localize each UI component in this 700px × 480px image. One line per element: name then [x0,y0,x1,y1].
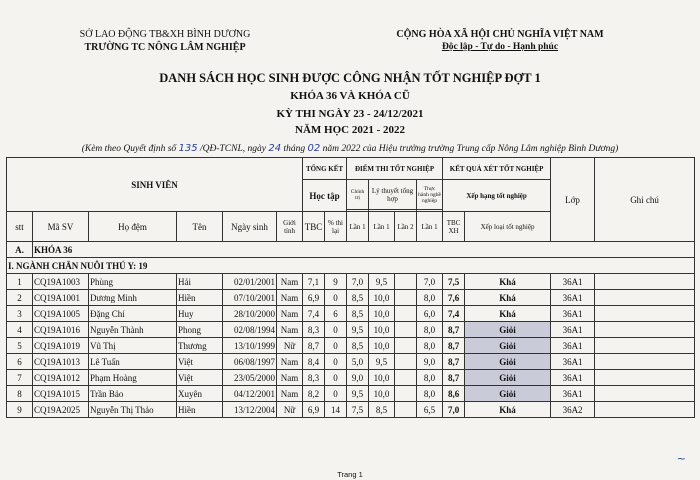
header-ly-thuyet: Lý thuyết tổng hợp [369,180,417,210]
header-sinh-vien: SINH VIÊN [7,158,303,212]
cell-lt-lan2 [395,306,417,322]
cell-tbc: 6,9 [303,290,325,306]
cell-ten: Việt [177,370,223,386]
cell-ma-sv: CQ19A1005 [33,306,89,322]
cell-ma-sv: CQ19A1019 [33,338,89,354]
cell-gioi-tinh: Nam [277,370,303,386]
cell-lt-lan2 [395,354,417,370]
table-row [7,290,695,306]
cell-tbc-xh: 8,6 [443,386,465,402]
cell-thi-lai: 6 [325,306,347,322]
cell-lt-lan2 [395,322,417,338]
cell-xep-loai: Khá [465,290,551,306]
cell-ho-dem: Nguyễn Thành [89,322,177,338]
cell-xep-loai: Khá [465,306,551,322]
cell-ho-dem: Trần Bảo [89,386,177,402]
issuer-block [60,28,270,54]
cell-ho-dem: Phạm Hoàng [89,370,177,386]
cell-ghi-chu [595,354,695,370]
cell-tbc: 8,2 [303,386,325,402]
cell-ngay-sinh: 07/10/2001 [223,290,277,306]
cell-xep-loai: Giỏi [465,370,551,386]
cell-ghi-chu [595,274,695,290]
table-row [7,370,695,386]
cell-gioi-tinh: Nam [277,306,303,322]
header-xep-loai: Xếp loại tốt nghiệp [465,212,551,242]
cell-stt: 8 [7,386,33,402]
header-thuc-hanh: Thực hành nghề nghiệp [417,180,443,210]
cell-lop: 36A1 [551,322,595,338]
cell-ngay-sinh: 13/12/2004 [223,402,277,418]
cell-lt-lan2 [395,338,417,354]
cell-tbc: 7,1 [303,274,325,290]
cell-ghi-chu [595,338,695,354]
cell-tbc-xh: 8,7 [443,370,465,386]
decision-reference [0,143,700,154]
group-name: I. NGÀNH CHĂN NUÔI THÚ Y: 19 [7,258,695,274]
cell-lop: 36A1 [551,386,595,402]
cell-chinh-tri: 7,0 [347,274,369,290]
signature-mark: ~ [676,452,686,465]
cell-stt: 1 [7,274,33,290]
cell-stt: 5 [7,338,33,354]
cell-lt-lan1: 10,0 [369,306,395,322]
cell-ngay-sinh: 02/01/2001 [223,274,277,290]
header-hoc-tap: Học tập [303,180,347,212]
cell-chinh-tri: 5,0 [347,354,369,370]
table-row [7,274,695,290]
cell-lop: 36A1 [551,274,595,290]
decision-month: 02 [307,143,321,154]
cell-thi-lai: 0 [325,338,347,354]
cell-ten: Thương [177,338,223,354]
cell-lop: 36A1 [551,370,595,386]
cell-stt: 3 [7,306,33,322]
decision-text-4: năm 2022 của Hiệu trưởng trường Trung cấp Nông Lâm nghiệp Bình Dương) [320,144,619,154]
cell-ngay-sinh: 02/08/1994 [223,322,277,338]
cell-xep-loai: Khá [465,274,551,290]
decision-number: 135 [178,143,198,154]
cell-ghi-chu [595,306,695,322]
group-row [7,258,695,274]
cell-thuc-hanh: 8,0 [417,338,443,354]
cell-thi-lai: 0 [325,386,347,402]
cell-lop: 36A1 [551,290,595,306]
header-gioi-tinh: Giới tính [277,212,303,242]
cell-ten: Xuyên [177,386,223,402]
cell-tbc: 8,4 [303,354,325,370]
header-tong-ket: TỔNG KẾT [303,158,347,180]
cell-lt-lan1: 9,5 [369,274,395,290]
cell-stt: 6 [7,354,33,370]
cell-gioi-tinh: Nam [277,386,303,402]
header-th-lan1: Lần 1 [417,212,443,242]
table-row [7,402,695,418]
cell-tbc-xh: 8,7 [443,322,465,338]
cell-thuc-hanh: 8,0 [417,370,443,386]
header-chinh-tri: Chính trị [347,180,369,210]
cell-chinh-tri: 8,5 [347,338,369,354]
cell-ngay-sinh: 06/08/1997 [223,354,277,370]
cell-stt: 7 [7,370,33,386]
cell-ten: Huy [177,306,223,322]
header-ho-dem: Họ đệm [89,212,177,242]
cell-ma-sv: CQ19A2025 [33,402,89,418]
cell-ngay-sinh: 04/12/2001 [223,386,277,402]
cell-xep-loai: Khá [465,402,551,418]
section-row [7,242,695,258]
cell-xep-loai: Giỏi [465,386,551,402]
cell-ma-sv: CQ19A1001 [33,290,89,306]
header-lt-lan1: Lần 1 [369,212,395,242]
header-thi-lai: % thi lại [325,212,347,242]
header-tbc: TBC [303,212,325,242]
cell-thi-lai: 0 [325,354,347,370]
cell-tbc: 8,3 [303,322,325,338]
header-ghi-chu: Ghi chú [595,158,695,242]
cell-lt-lan1: 10,0 [369,322,395,338]
header-diem-thi: ĐIỂM THI TỐT NGHIỆP [347,158,443,180]
cell-ten: Hải [177,274,223,290]
cell-ma-sv: CQ19A1013 [33,354,89,370]
cell-thuc-hanh: 8,0 [417,386,443,402]
cell-ngay-sinh: 23/05/2000 [223,370,277,386]
cell-gioi-tinh: Nam [277,322,303,338]
header-stt: stt [7,212,33,242]
cell-lt-lan2 [395,290,417,306]
cell-stt: 9 [7,402,33,418]
section-label: A. [7,242,33,258]
country-name: CỘNG HÒA XÃ HỘI CHỦ NGHĨA VIỆT NAM [396,29,604,40]
cell-ma-sv: CQ19A1012 [33,370,89,386]
cell-ghi-chu [595,386,695,402]
cell-ghi-chu [595,322,695,338]
cell-chinh-tri: 9,0 [347,370,369,386]
cell-stt: 4 [7,322,33,338]
school-year-title: NĂM HỌC 2021 - 2022 [295,124,405,136]
cell-chinh-tri: 8,5 [347,290,369,306]
table-row [7,386,695,402]
cell-ho-dem: Đặng Chí [89,306,177,322]
header-xep-hang: Xếp hạng tốt nghiệp [443,180,551,212]
cell-ma-sv: CQ19A1016 [33,322,89,338]
cell-thi-lai: 9 [325,274,347,290]
cell-thuc-hanh: 8,0 [417,322,443,338]
page-number: Trang 1 [337,470,363,479]
cell-ma-sv: CQ19A1003 [33,274,89,290]
cell-lt-lan1: 10,0 [369,290,395,306]
table-row [7,338,695,354]
decision-day: 24 [268,143,282,154]
cell-ho-dem: Lê Tuấn [89,354,177,370]
cell-ten: Hiền [177,290,223,306]
table-row [7,354,695,370]
cell-thuc-hanh: 6,5 [417,402,443,418]
cell-thuc-hanh: 8,0 [417,290,443,306]
cell-chinh-tri: 9,5 [347,386,369,402]
cell-tbc-xh: 7,0 [443,402,465,418]
decision-text-3: tháng [281,144,308,154]
cell-xep-loai: Giỏi [465,338,551,354]
cell-lt-lan1: 8,5 [369,402,395,418]
header-ket-qua: KẾT QUẢ XÉT TỐT NGHIỆP [443,158,551,180]
cell-lt-lan2 [395,386,417,402]
cell-lt-lan1: 9,5 [369,354,395,370]
cell-thuc-hanh: 9,0 [417,354,443,370]
cell-tbc: 6,9 [303,402,325,418]
header-lop: Lớp [551,158,595,242]
cell-lt-lan1: 10,0 [369,386,395,402]
cell-thi-lai: 0 [325,322,347,338]
table-row [7,322,695,338]
table-row [7,306,695,322]
header-ten: Tên [177,212,223,242]
cell-tbc: 8,7 [303,338,325,354]
stamp-fragment [692,250,700,290]
header-ngay-sinh: Ngày sinh [223,212,277,242]
cell-xep-loai: Giỏi [465,354,551,370]
national-motto-block [380,28,620,54]
cell-ten: Việt [177,354,223,370]
cell-ho-dem: Nguyễn Thị Thảo [89,402,177,418]
cell-ghi-chu [595,290,695,306]
cell-lop: 36A1 [551,306,595,322]
cell-ten: Hiền [177,402,223,418]
cell-gioi-tinh: Nam [277,290,303,306]
header-ma-sv: Mã SV [33,212,89,242]
cell-gioi-tinh: Nam [277,354,303,370]
issuer-department: SỞ LAO ĐỘNG TB&XH BÌNH DƯƠNG [79,29,251,40]
cell-gioi-tinh: Nam [277,274,303,290]
cell-tbc-xh: 7,6 [443,290,465,306]
document-title: DANH SÁCH HỌC SINH ĐƯỢC CÔNG NHẬN TỐT NGHIỆP ĐỢT 1 [159,71,541,85]
exam-date-title: KỲ THI NGÀY 23 - 24/12/2021 [276,108,424,120]
cell-ho-dem: Dương Minh [89,290,177,306]
cell-tbc-xh: 7,4 [443,306,465,322]
cell-thi-lai: 14 [325,402,347,418]
cell-lt-lan2 [395,370,417,386]
cell-ghi-chu [595,370,695,386]
cell-chinh-tri: 8,5 [347,306,369,322]
cell-ho-dem: Vũ Thị [89,338,177,354]
cell-lt-lan2 [395,274,417,290]
cell-gioi-tinh: Nữ [277,402,303,418]
cell-tbc-xh: 8,7 [443,338,465,354]
cell-tbc-xh: 7,5 [443,274,465,290]
header-tbc-xh: TBC XH [443,212,465,242]
cell-ho-dem: Phùng [89,274,177,290]
cell-lt-lan2 [395,402,417,418]
motto: Độc lập - Tự do - Hạnh phúc [441,42,559,52]
cell-thuc-hanh: 6,0 [417,306,443,322]
cell-ngay-sinh: 28/10/2000 [223,306,277,322]
cell-tbc-xh: 8,7 [443,354,465,370]
cell-lt-lan1: 10,0 [369,338,395,354]
cell-tbc: 8,3 [303,370,325,386]
header-ct-lan1: Lần 1 [347,212,369,242]
issuer-school: TRƯỜNG TC NÔNG LÂM NGHIỆP [84,42,246,53]
course-title: KHÓA 36 VÀ KHÓA CŨ [290,90,410,102]
cell-stt: 2 [7,290,33,306]
cell-thuc-hanh: 7,0 [417,274,443,290]
cell-chinh-tri: 7,5 [347,402,369,418]
decision-text-2: /QĐ-TCNL, ngày [197,144,269,154]
header-lt-lan2: Lần 2 [395,212,417,242]
cell-ghi-chu [595,402,695,418]
decision-text-1: (Kèm theo Quyết định số [81,144,179,154]
section-name: KHÓA 36 [33,242,695,258]
cell-lt-lan1: 10,0 [369,370,395,386]
graduates-table [6,157,695,418]
cell-lop: 36A1 [551,338,595,354]
cell-gioi-tinh: Nữ [277,338,303,354]
cell-ma-sv: CQ19A1015 [33,386,89,402]
cell-thi-lai: 0 [325,290,347,306]
cell-ngay-sinh: 13/10/1999 [223,338,277,354]
cell-tbc: 7,4 [303,306,325,322]
cell-lop: 36A1 [551,354,595,370]
cell-xep-loai: Giỏi [465,322,551,338]
cell-thi-lai: 0 [325,370,347,386]
cell-chinh-tri: 9,5 [347,322,369,338]
cell-ten: Phong [177,322,223,338]
cell-lop: 36A2 [551,402,595,418]
